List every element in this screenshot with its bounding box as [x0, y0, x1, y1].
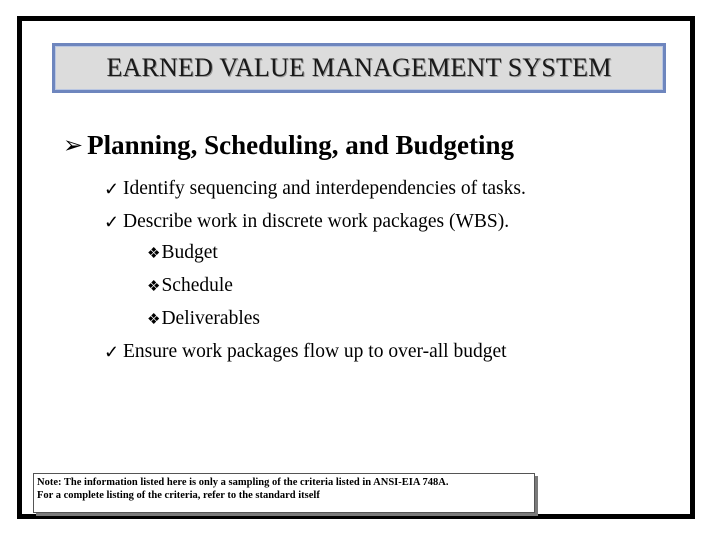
checkmark-icon: ✓: [104, 211, 120, 232]
diamond-bullet-icon: ❖: [147, 245, 161, 262]
slide-frame: [17, 16, 695, 519]
bullet-text: Describe work in discrete work packages (WBS).: [123, 211, 510, 232]
section-heading: [63, 130, 514, 161]
sub-bullet-text: Deliverables: [161, 308, 260, 329]
bullet-text: Identify sequencing and interdependencies of tasks.: [123, 178, 526, 199]
diamond-bullet-icon: ❖: [147, 311, 161, 328]
bullet-item: [104, 178, 526, 200]
sub-bullet-text: Budget: [161, 242, 218, 263]
note-line-2: For a complete listing of the criteria, refer to the standard itself: [37, 490, 320, 501]
checkmark-icon: ✓: [104, 178, 120, 199]
sub-bullet-item: [147, 242, 218, 264]
sub-bullet-text: Schedule: [161, 275, 233, 296]
bullet-item: [104, 341, 507, 363]
sub-bullet-item: [147, 308, 260, 330]
arrow-bullet-icon: ➢: [63, 133, 84, 159]
diamond-bullet-icon: ❖: [147, 278, 161, 295]
title-box: [52, 43, 666, 93]
bullet-item: [104, 211, 509, 233]
slide-title: EARNED VALUE MANAGEMENT SYSTEM: [106, 53, 612, 82]
section-heading-text: Planning, Scheduling, and Budgeting: [87, 130, 515, 160]
note-box: [33, 473, 535, 513]
checkmark-icon: ✓: [104, 341, 120, 362]
note-line-1: Note: The information listed here is only a sampling of the criteria listed in ANSI-EIA 748A.: [37, 477, 449, 488]
sub-bullet-item: [147, 275, 233, 297]
bullet-text: Ensure work packages flow up to over-all budget: [123, 341, 507, 362]
